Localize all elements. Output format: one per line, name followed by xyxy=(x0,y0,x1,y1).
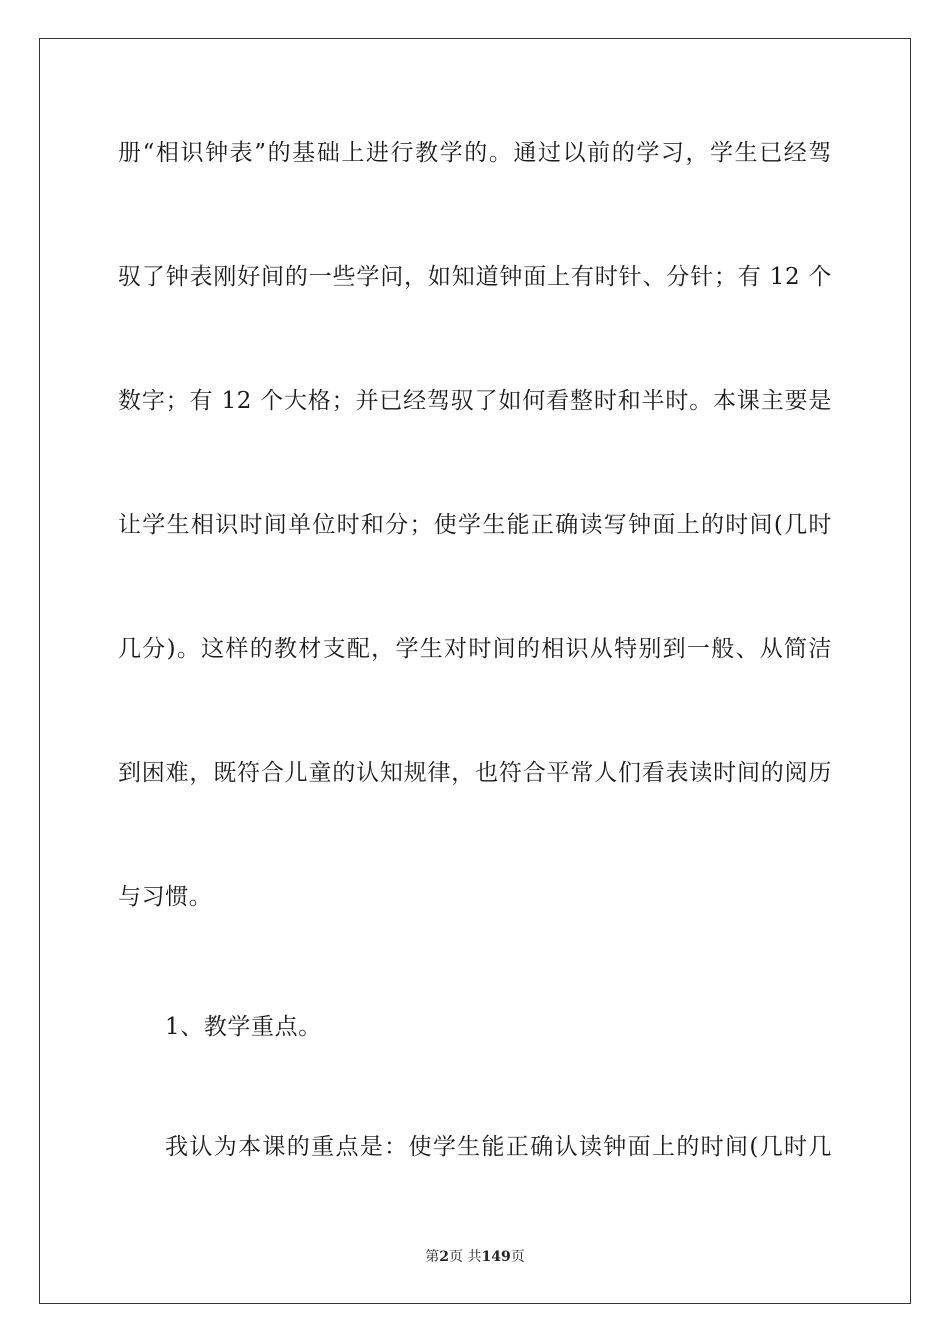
footer-mid: 页 共 xyxy=(449,1249,482,1265)
footer-total-pages: 149 xyxy=(481,1249,511,1265)
footer-suffix: 页 xyxy=(510,1249,525,1265)
page-footer xyxy=(0,1247,950,1267)
body-line-5: 几分)。这样的教材支配，学生对时间的相识从特别到一般、从简洁 xyxy=(118,636,832,662)
footer-page-number: 2 xyxy=(439,1249,450,1265)
footer-prefix: 第 xyxy=(425,1249,440,1265)
section-heading: 1、教学重点。 xyxy=(165,1014,322,1040)
body-line-6: 到困难，既符合儿童的认知规律，也符合平常人们看表读时间的阅历 xyxy=(118,760,832,786)
body-line-2: 驭了钟表刚好间的一些学问，如知道钟面上有时针、分针；有 12 个 xyxy=(118,264,832,290)
body-line-1: 册“相识钟表”的基础上进行教学的。通过以前的学习，学生已经驾 xyxy=(118,140,832,166)
body-line-4: 让学生相识时间单位时和分；使学生能正确读写钟面上的时间(几时 xyxy=(118,512,832,538)
body-line-7: 与习惯。 xyxy=(118,884,213,910)
page-frame xyxy=(39,38,911,1304)
body-line-9: 我认为本课的重点是：使学生能正确认读钟面上的时间(几时几 xyxy=(165,1134,832,1160)
body-line-3: 数字；有 12 个大格；并已经驾驭了如何看整时和半时。本课主要是 xyxy=(118,388,832,414)
